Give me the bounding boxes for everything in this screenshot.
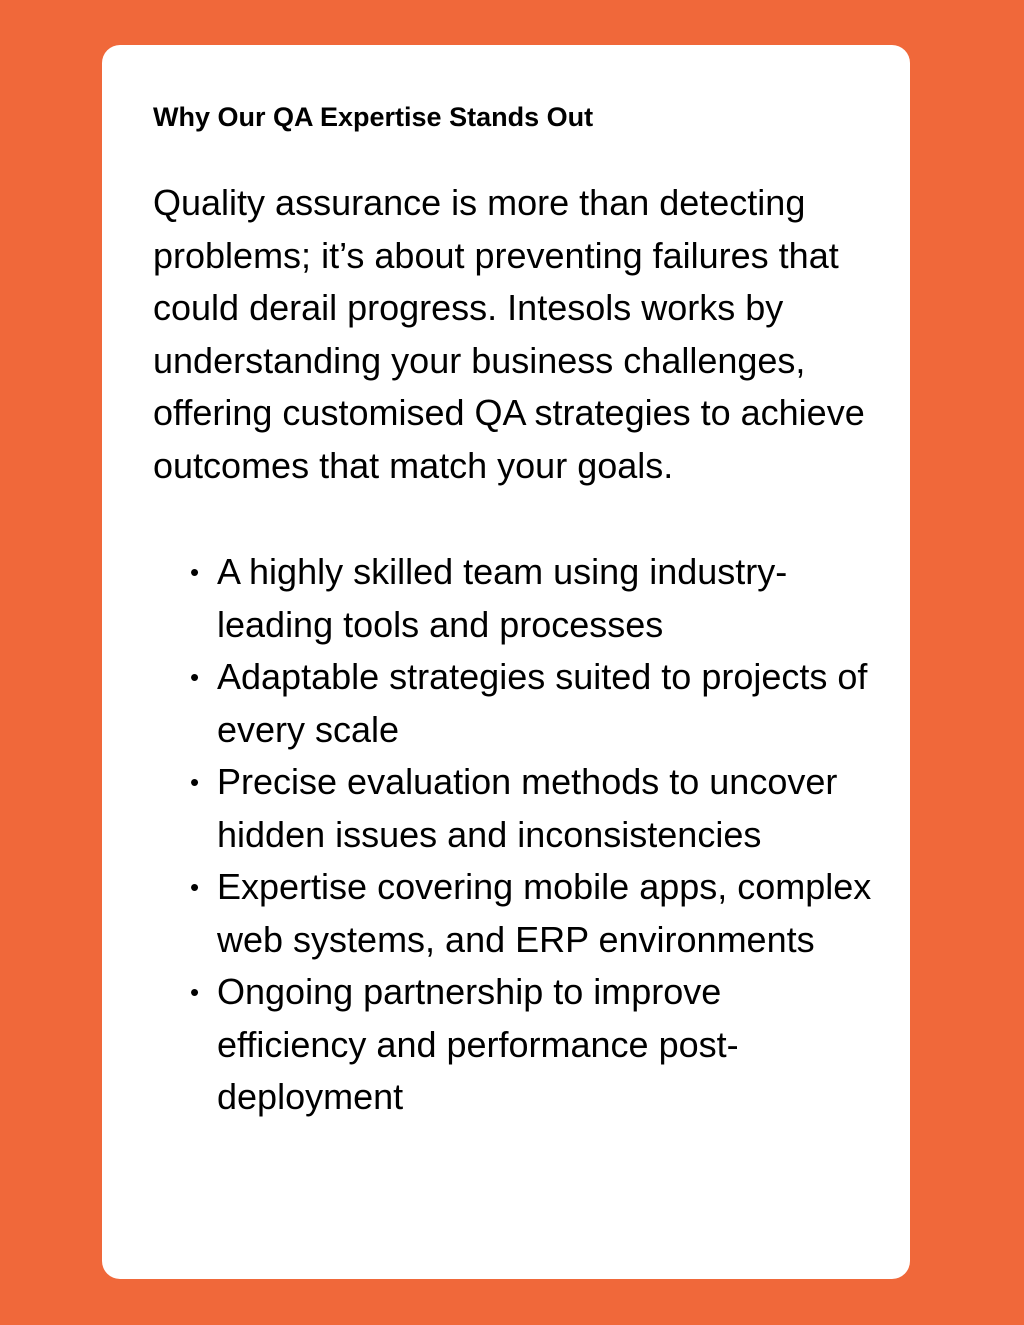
bullet-icon: • bbox=[190, 872, 200, 902]
feature-text: A highly skilled team using industry-leading tools and processes bbox=[217, 551, 788, 645]
content-card bbox=[102, 45, 910, 1279]
feature-item bbox=[153, 546, 877, 651]
feature-item bbox=[153, 966, 877, 1124]
feature-text: Ongoing partnership to improve efficiency and performance post-deployment bbox=[217, 971, 739, 1117]
feature-text: Expertise covering mobile apps, complex web systems, and ERP environments bbox=[217, 866, 872, 960]
feature-item bbox=[153, 861, 877, 966]
feature-text: Adaptable strategies suited to projects of every scale bbox=[217, 656, 868, 750]
section-heading: Why Our QA Expertise Stands Out bbox=[153, 102, 594, 132]
feature-item bbox=[153, 651, 877, 756]
feature-text: Precise evaluation methods to uncover hidden issues and inconsistencies bbox=[217, 761, 838, 855]
bullet-icon: • bbox=[190, 767, 200, 797]
feature-item bbox=[153, 756, 877, 861]
bullet-icon: • bbox=[190, 977, 200, 1007]
bullet-icon: • bbox=[190, 557, 200, 587]
bullet-icon: • bbox=[190, 662, 200, 692]
intro-paragraph: Quality assurance is more than detecting problems; it’s about preventing failures that could derail progress. Intesols works by understanding your business challenges, offering customised QA strategies to achieve outcomes that match your goals. bbox=[153, 182, 865, 486]
feature-list bbox=[153, 546, 870, 1124]
